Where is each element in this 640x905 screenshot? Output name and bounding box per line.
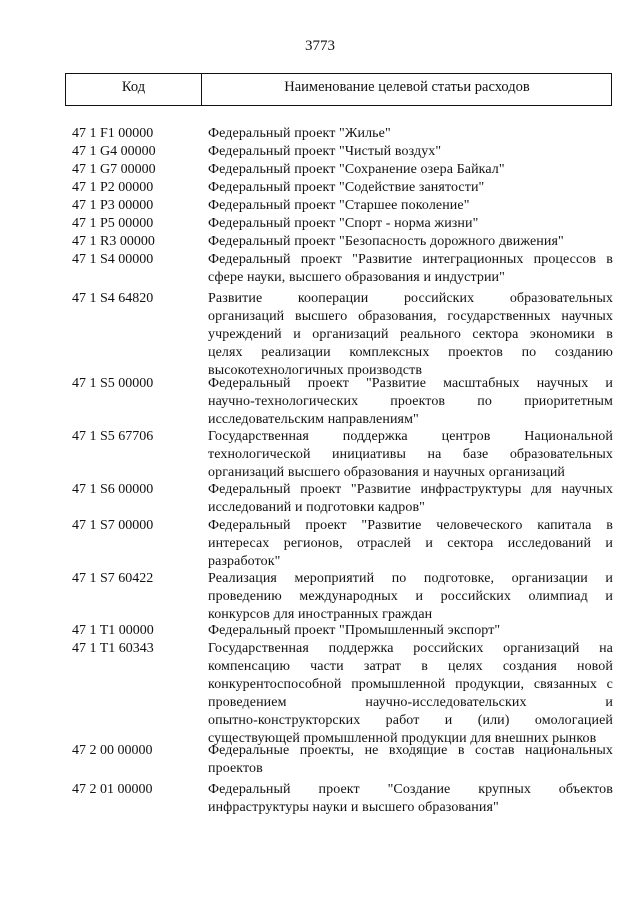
description-line: Федеральный проект "Развитие интеграционных процессов в — [208, 252, 613, 267]
row-code: 47 2 01 00000 — [72, 782, 153, 797]
description-line: Федеральный проект "Жилье" — [208, 126, 391, 141]
row-code: 47 1 S4 00000 — [72, 252, 154, 267]
description-line: Федеральный проект "Развитие человеческого капитала в — [208, 518, 613, 533]
row-description — [208, 179, 613, 197]
row-description — [208, 251, 613, 287]
description-line: учреждений и организаций реального сектора экономики в — [208, 327, 613, 342]
row-code: 47 1 T1 60343 — [72, 641, 154, 656]
row-code: 47 1 S5 67706 — [72, 429, 154, 444]
description-line: Государственная поддержка центров Национальной — [208, 429, 613, 444]
description-line: организаций высшего образования, государственных научных — [208, 309, 613, 324]
description-line: Федеральный проект "Чистый воздух" — [208, 144, 442, 159]
header-code: Код — [121, 79, 146, 95]
description-line: разработок" — [208, 554, 281, 569]
row-description — [208, 233, 613, 251]
description-line: проведению международных и российских олимпиад и — [208, 589, 613, 604]
description-line: исследований и подготовки кадров" — [208, 500, 425, 515]
row-description — [208, 517, 613, 571]
row-description — [208, 781, 613, 817]
row-description — [208, 742, 613, 778]
description-line: проведением научно-исследовательских и — [208, 695, 613, 710]
description-line: Государственная поддержка российских организаций на — [208, 641, 613, 656]
row-code: 47 1 S5 00000 — [72, 376, 154, 391]
row-code: 47 1 R3 00000 — [72, 234, 155, 249]
description-line: Федеральный проект "Промышленный экспорт" — [208, 623, 501, 638]
row-code: 47 1 S4 64820 — [72, 291, 154, 306]
row-code: 47 1 T1 00000 — [72, 623, 154, 638]
row-description — [208, 143, 613, 161]
description-line: Федеральный проект "Содействие занятости" — [208, 180, 485, 195]
description-line: Федеральный проект "Развитие масштабных научных и — [208, 376, 613, 391]
row-code: 47 1 S7 60422 — [72, 571, 154, 586]
row-code: 47 1 F1 00000 — [72, 126, 154, 141]
description-line: конкурсов для иностранных граждан — [208, 607, 433, 622]
description-line: Федеральный проект "Создание крупных объектов — [208, 782, 613, 797]
description-line: опытно-конструкторских работ и (или) омологацией — [208, 713, 613, 728]
row-code: 47 1 P2 00000 — [72, 180, 154, 195]
row-code: 47 1 S6 00000 — [72, 482, 154, 497]
header-name: Наименование целевой статьи расходов — [284, 79, 530, 95]
row-code: 47 2 00 00000 — [72, 743, 153, 758]
row-description — [208, 290, 613, 380]
row-code: 47 1 S7 00000 — [72, 518, 154, 533]
description-line: целях реализации комплексных проектов по созданию — [208, 345, 613, 360]
description-line: научно-технологических проектов по приоритетным — [208, 394, 613, 409]
row-description — [208, 197, 613, 215]
description-line: Реализация мероприятий по подготовке, организации и — [208, 571, 613, 586]
row-description — [208, 481, 613, 517]
page-number: 3773 — [305, 38, 335, 54]
description-line: существующей промышленной продукции для внешних рынков — [208, 731, 597, 746]
row-code: 47 1 P5 00000 — [72, 216, 154, 231]
description-line: исследовательским направлениям" — [208, 412, 419, 427]
row-description — [208, 161, 613, 179]
row-description — [208, 125, 613, 143]
description-line: Федеральный проект "Спорт - норма жизни" — [208, 216, 479, 231]
description-line: организаций высшего образования и научных организаций — [208, 465, 566, 480]
description-line: компенсацию части затрат в целях создания новой — [208, 659, 613, 674]
row-description — [208, 570, 613, 624]
row-description — [208, 640, 613, 748]
description-line: высокотехнологичных производств — [208, 363, 423, 378]
description-line: Развитие кооперации российских образовательных — [208, 291, 613, 306]
table-header — [65, 73, 612, 106]
description-line: сфере науки, высшего образования и индустрии" — [208, 270, 505, 285]
row-code: 47 1 G7 00000 — [72, 162, 156, 177]
description-line: Федеральный проект "Развитие инфраструктуры для научных — [208, 482, 613, 497]
row-description — [208, 375, 613, 429]
description-line: технологической инициативы на базе образовательных — [208, 447, 613, 462]
description-line: Федеральный проект "Сохранение озера Байкал" — [208, 162, 505, 177]
description-line: конкурентоспособной промышленной продукции, связанных с — [208, 677, 613, 692]
row-code: 47 1 G4 00000 — [72, 144, 156, 159]
row-description — [208, 215, 613, 233]
description-line: Федеральный проект "Безопасность дорожного движения" — [208, 234, 564, 249]
description-line: инфраструктуры науки и высшего образования" — [208, 800, 499, 815]
row-description — [208, 428, 613, 482]
description-line: проектов — [208, 761, 263, 776]
row-description — [208, 622, 613, 640]
description-line: Федеральные проекты, не входящие в состав национальных — [208, 743, 613, 758]
row-code: 47 1 P3 00000 — [72, 198, 154, 213]
description-line: Федеральный проект "Старшее поколение" — [208, 198, 470, 213]
description-line: интересах регионов, отраслей и сектора исследований и — [208, 536, 613, 551]
